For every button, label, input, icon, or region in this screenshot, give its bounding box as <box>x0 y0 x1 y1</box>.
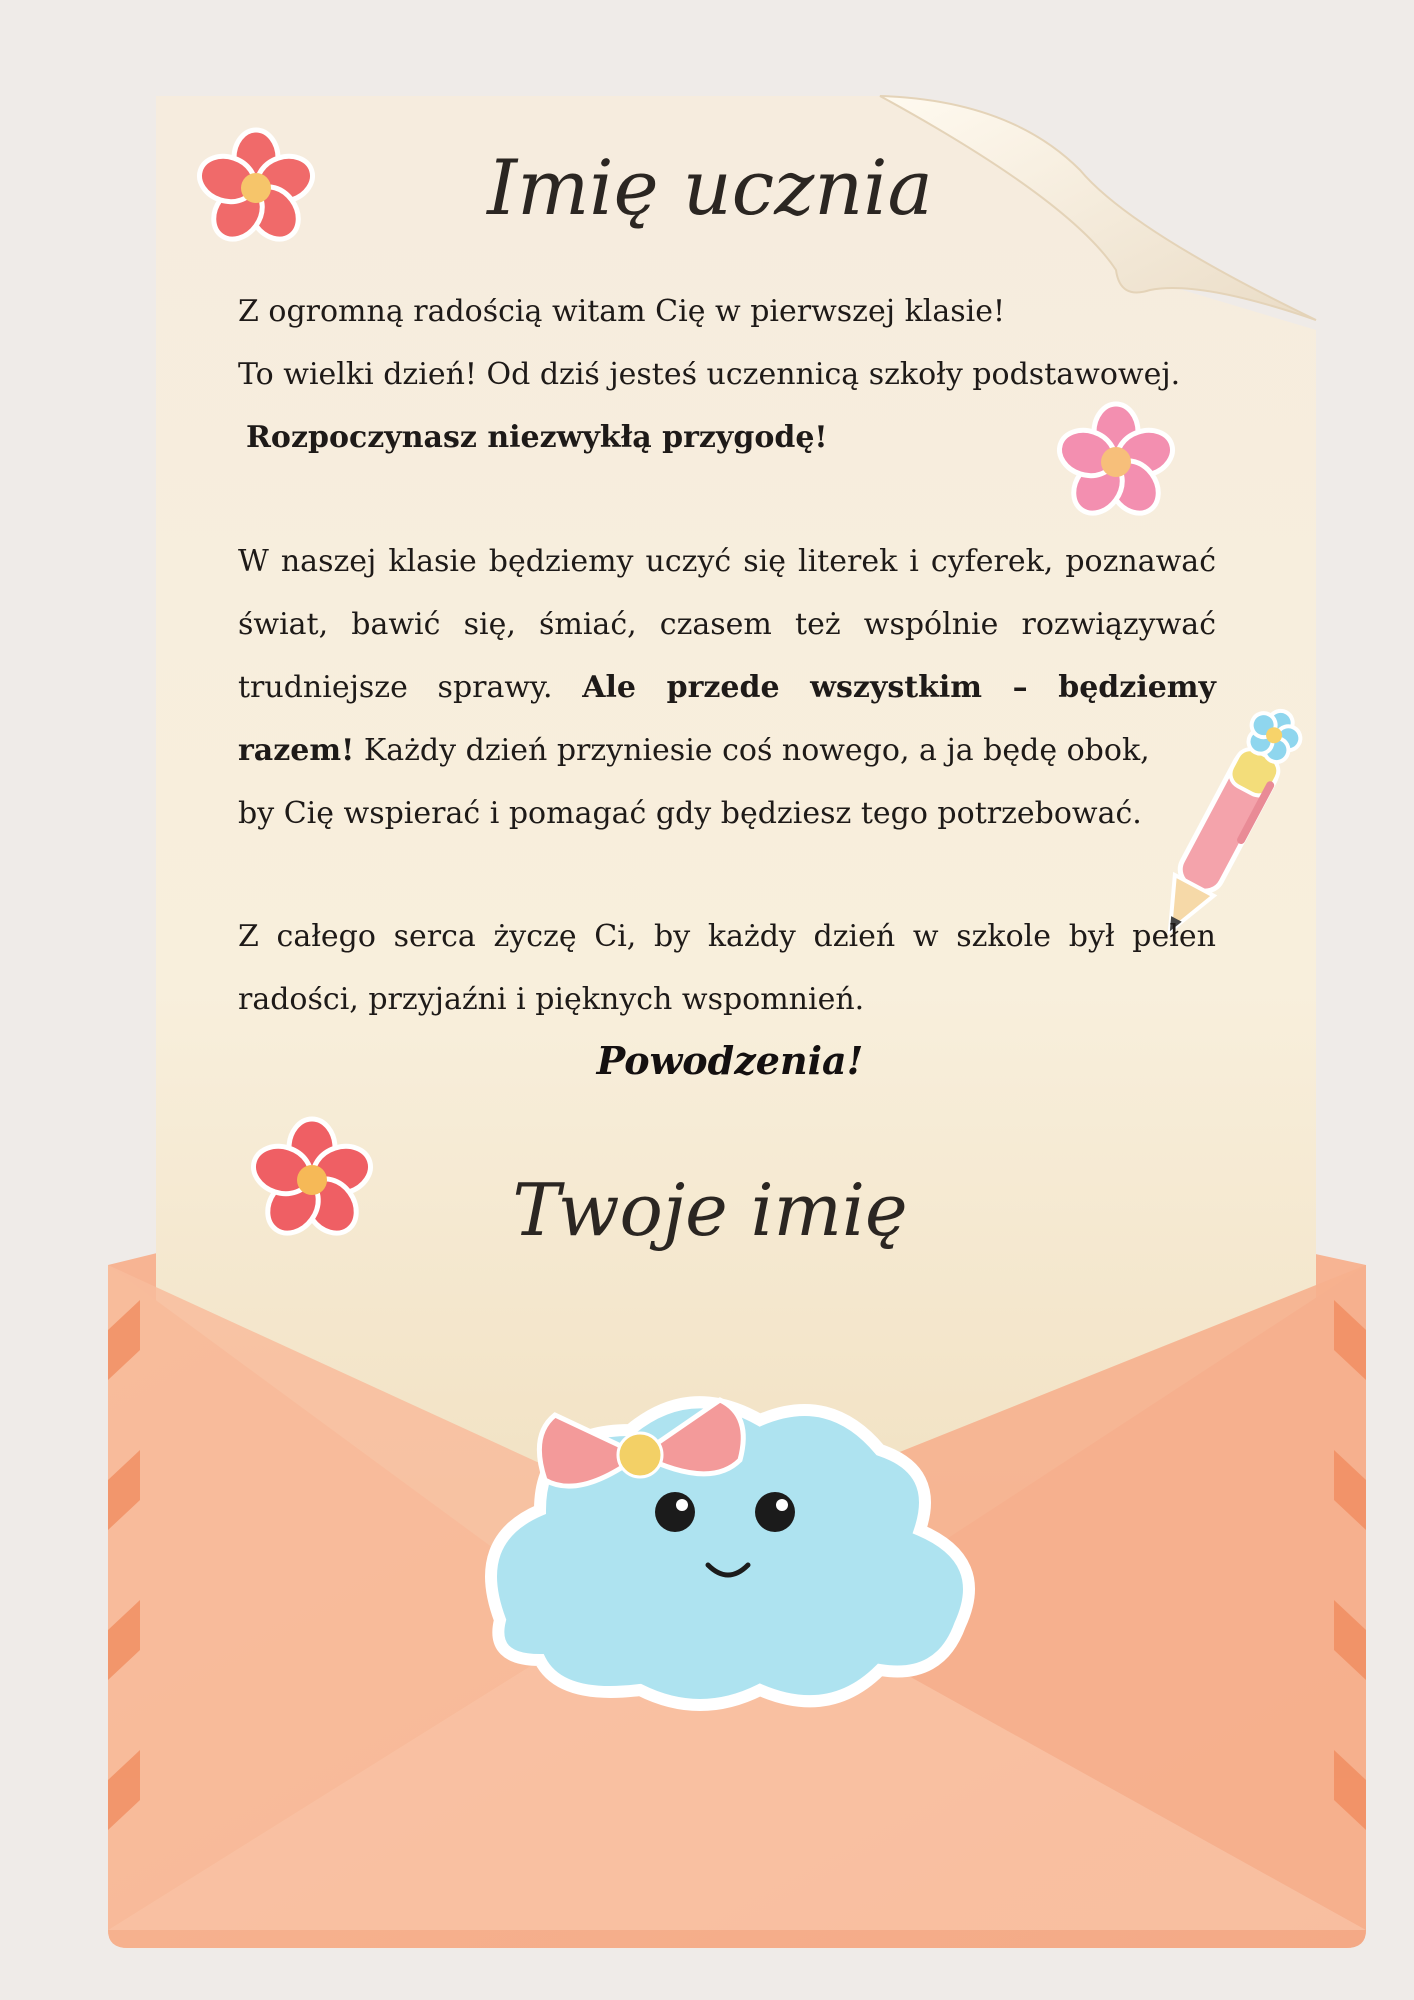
main-line-3 <box>238 656 1216 719</box>
main-line-5: by Cię wspierać i pomagać gdy będziesz tego potrzebować. <box>238 796 1142 831</box>
closing-text: Powodzenia! <box>596 1038 864 1083</box>
main-line-2: świat, bawić się, śmiać, czasem też wspólnie rozwiązywać <box>238 607 1216 642</box>
main-line-4-plain: Każdy dzień przyniesie coś nowego, a ja będę obok, <box>354 733 1150 768</box>
signature: Twoje imię <box>512 1168 908 1252</box>
wishes-line-1: Z całego serca życzę Ci, by każdy dzień w szkole był pełen <box>238 919 1216 954</box>
main-line-3-bold: Ale przede wszystkim – będziemy <box>582 670 1216 705</box>
main-line-3-plain: trudniejsze sprawy. <box>238 670 583 705</box>
main-line-1: W naszej klasie będziemy uczyć się literek i cyferek, poznawać <box>238 544 1216 579</box>
main-line-4-bold: razem! <box>238 733 355 768</box>
greeting-line-2: To wielki dzień! Od dziś jesteś uczennicą szkoły podstawowej. <box>238 357 1181 392</box>
greeting-paragraph <box>238 280 1216 469</box>
wishes-line-2: radości, przyjaźni i pięknych wspomnień. <box>238 982 865 1017</box>
student-name-heading: Imię ucznia <box>487 143 933 232</box>
greeting-line-1: Z ogromną radością witam Cię w pierwszej klasie! <box>238 294 1006 329</box>
greeting-line-3: Rozpoczynasz niezwykłą przygodę! <box>246 420 828 455</box>
main-line-4 <box>238 719 1216 782</box>
main-paragraph <box>238 530 1216 845</box>
wishes-paragraph <box>238 905 1216 1031</box>
